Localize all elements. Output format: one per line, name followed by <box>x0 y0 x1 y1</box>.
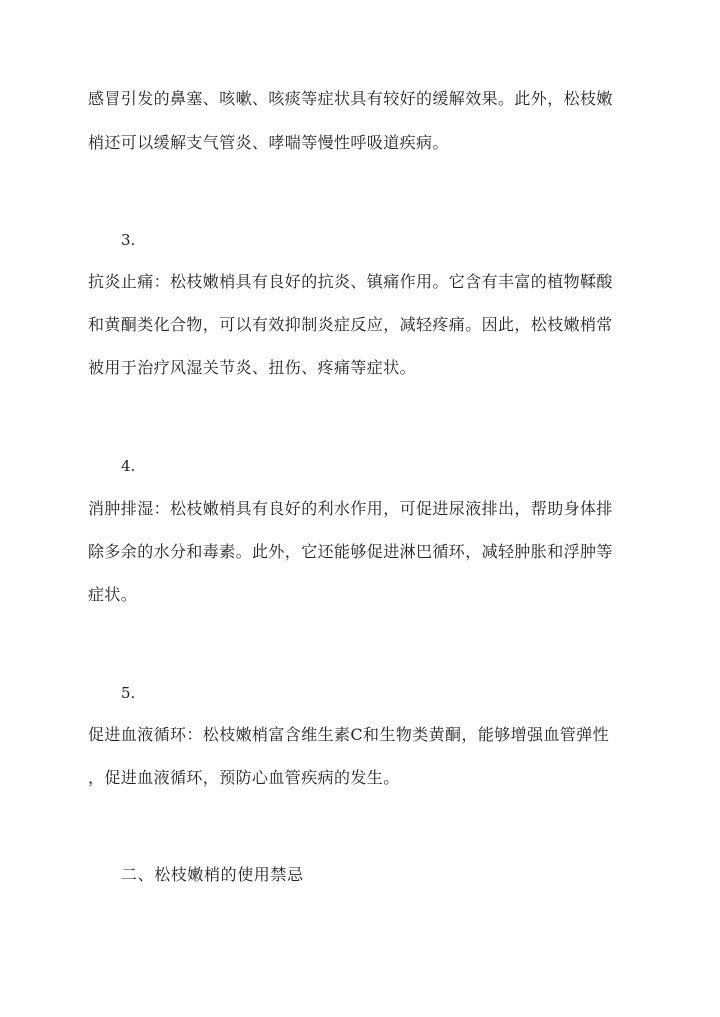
item-5-number: 5. <box>121 684 136 702</box>
item-5-line-2: ，促进血液循环，预防心血管疾病的发生。 <box>88 768 400 787</box>
item-3-line-2: 和黄酮类化合物，可以有效抑制炎症反应，减轻疼痛。因此，松枝嫩梢常 <box>88 315 613 334</box>
item-5-line-1: 促进血液循环：松枝嫩梢富含维生素C和生物类黄酮，能够增强血管弹性 <box>88 725 610 744</box>
item-3-line-3: 被用于治疗风湿关节炎、扭伤、疼痛等症状。 <box>88 358 417 377</box>
intro-line-1: 感冒引发的鼻塞、咳嗽、咳痰等症状具有较好的缓解效果。此外，松枝嫩 <box>88 89 613 108</box>
section-heading: 二、松枝嫩梢的使用禁忌 <box>121 865 304 884</box>
item-4-line-2: 除多余的水分和毒素。此外，它还能够促进淋巴循环，减轻肿胀和浮肿等 <box>88 542 613 561</box>
item-3-number: 3. <box>121 231 136 249</box>
item-3-line-1: 抗炎止痛：松枝嫩梢具有良好的抗炎、镇痛作用。它含有丰富的植物鞣酸 <box>88 272 613 291</box>
intro-line-2: 梢还可以缓解支气管炎、哮喘等慢性呼吸道疾病。 <box>88 133 449 152</box>
item-4-number: 4. <box>121 457 136 475</box>
item-4-line-1: 消肿排湿：松枝嫩梢具有良好的利水作用，可促进尿液排出，帮助身体排 <box>88 499 613 518</box>
item-4-line-3: 症状。 <box>88 585 138 604</box>
